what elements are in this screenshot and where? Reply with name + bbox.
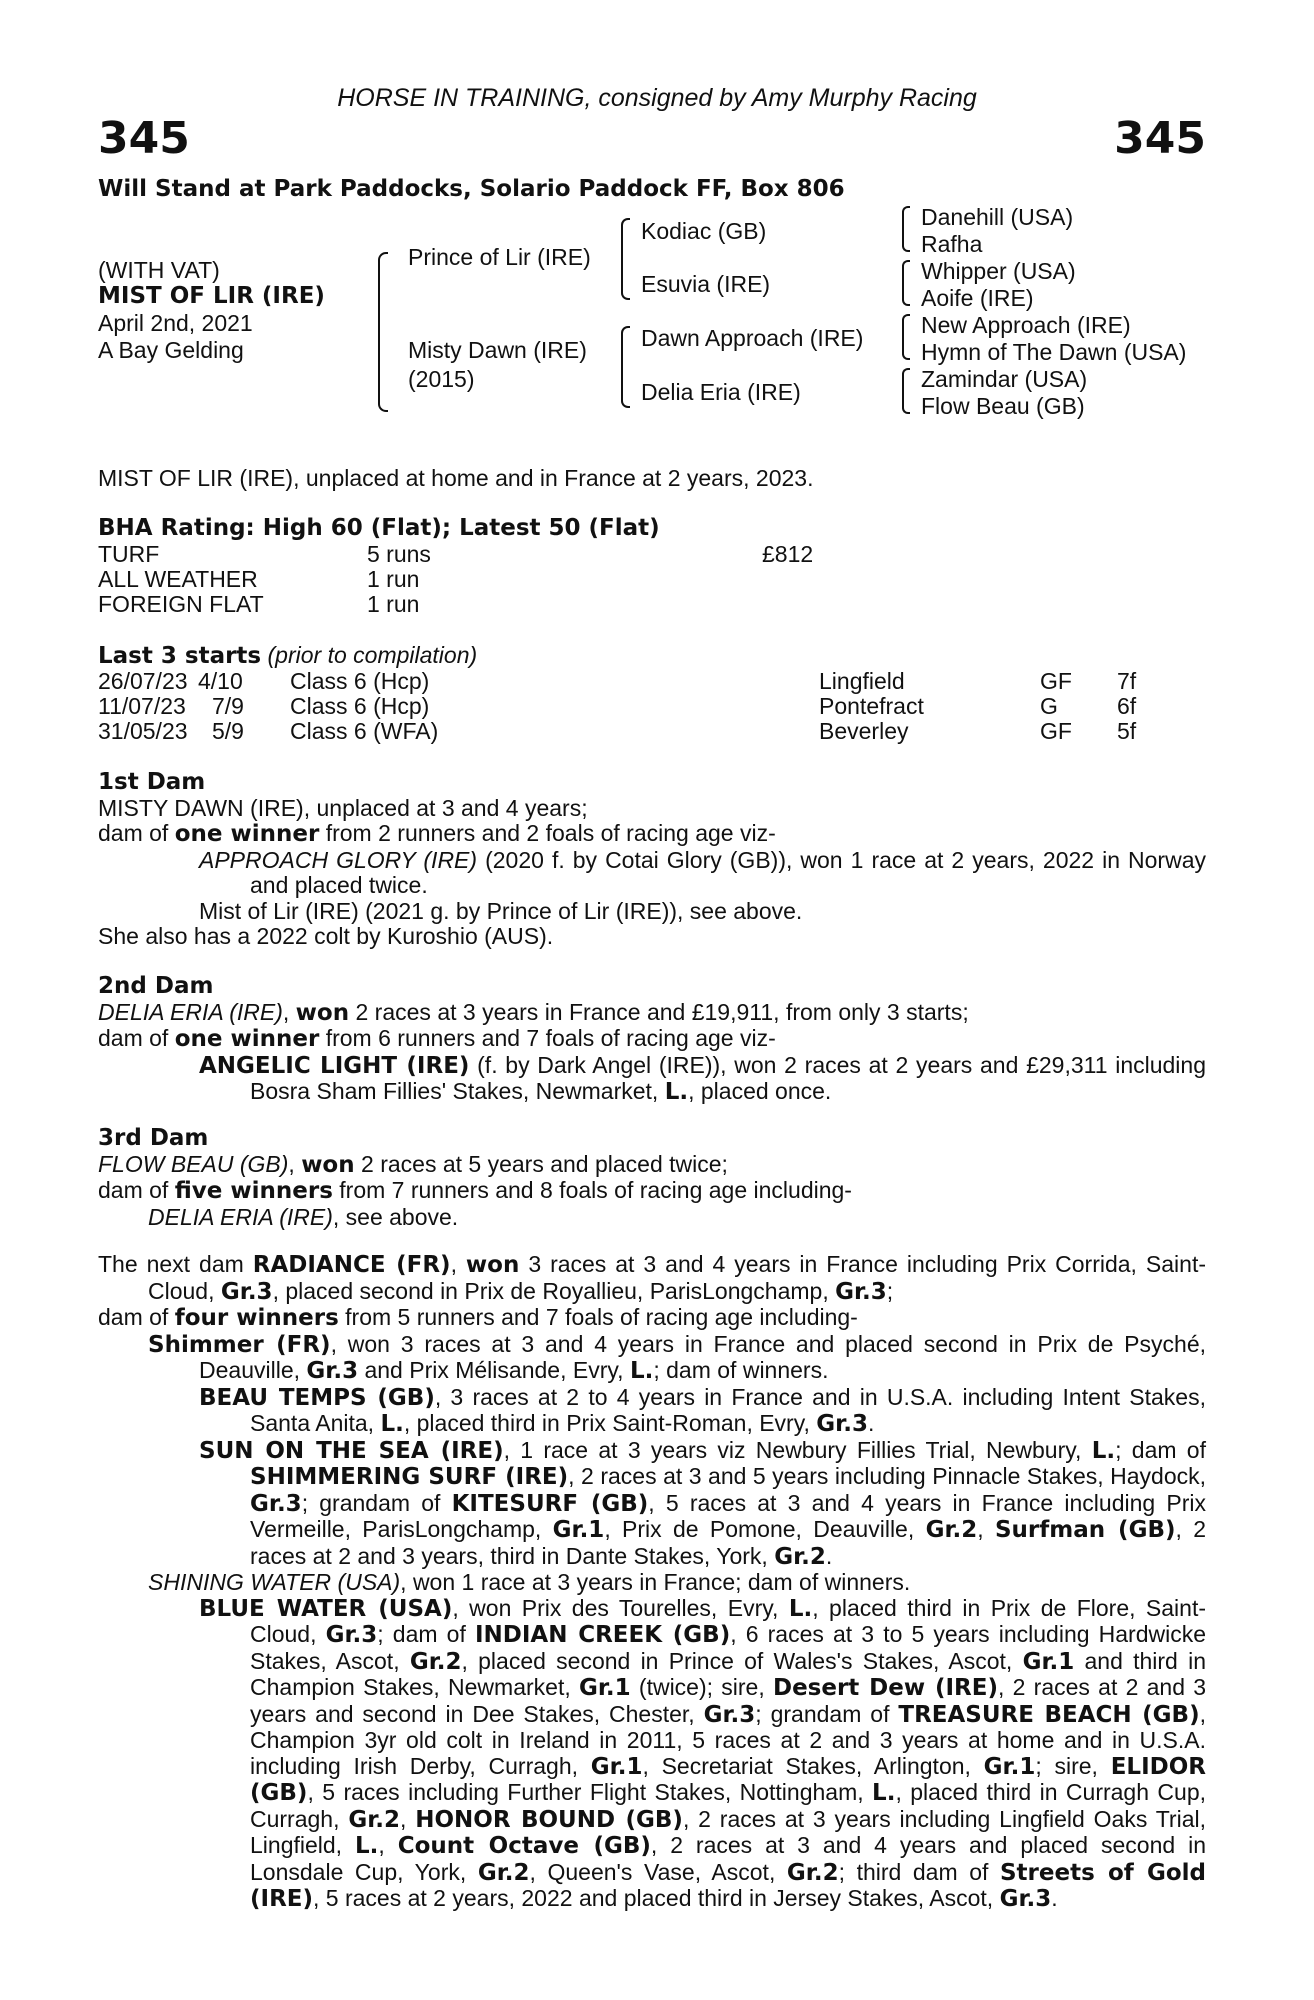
dam-year: (2015)	[408, 366, 475, 392]
text: , 5 races at 2 years, 2022 and placed third in Jersey Stakes, Ascot,	[313, 1885, 1000, 1911]
start-position: 5/9	[212, 718, 244, 744]
horse-ref: APPROACH GLORY (IRE)	[199, 846, 478, 873]
bold-ref: four winners	[174, 1305, 339, 1331]
bold-ref: L.	[788, 1595, 813, 1622]
dam-line	[98, 1152, 1206, 1179]
text: .	[1051, 1885, 1058, 1911]
bold-ref: Surfman (GB)	[994, 1517, 1176, 1543]
bold-ref: Gr.3	[306, 1358, 359, 1384]
section-heading: 3rd Dam	[98, 1125, 209, 1151]
dam-line	[98, 1000, 1206, 1027]
bold-ref: HONOR BOUND (GB)	[415, 1806, 683, 1833]
winners-count: one winner	[174, 1026, 320, 1052]
dam-note: She also has a 2022 colt by Kuroshio (AUS).	[98, 923, 554, 949]
rating-label: FOREIGN FLAT	[98, 591, 264, 617]
dam-dam: Delia Eria (IRE)	[641, 379, 801, 405]
text: ,	[282, 998, 296, 1025]
bold-ref: Gr.2	[786, 1859, 839, 1886]
text: 2 races at 3 years in France and £19,911, from only 3 starts;	[349, 998, 969, 1025]
start-going: GF	[1040, 668, 1072, 694]
bold-ref: L.	[380, 1411, 404, 1437]
bold-ref: won	[465, 1252, 520, 1278]
bold-ref: Gr.2	[925, 1517, 978, 1543]
next-dam-p5	[98, 1438, 1206, 1571]
pedigree-brace-g3	[902, 314, 910, 360]
dam-line: MISTY DAWN (IRE), unplaced at 3 and 4 years;	[98, 794, 588, 821]
bold-ref: Gr.2	[774, 1543, 826, 1570]
text: (f. by Dark Angel (IRE)), won 2 races at 2 years and £29,311 including Bosra Sham Fillies' Stakes, Newmarket,	[250, 1051, 1207, 1104]
start-distance: 5f	[1117, 718, 1137, 744]
text: ; grandam of	[755, 1700, 899, 1727]
start-date: 11/07/23	[98, 693, 186, 719]
dam-produce-line	[98, 1178, 1206, 1205]
dam-produce-line	[98, 1026, 1206, 1053]
start-distance: 6f	[1117, 693, 1137, 719]
bold-ref: Streets of Gold (IRE)	[250, 1859, 1206, 1912]
produce-entry	[98, 1053, 1206, 1106]
text: dam of	[98, 1304, 175, 1330]
text: , placed third in Prix de Flore, Saint-Cloud,	[250, 1594, 1207, 1647]
bold-ref: Gr.1	[552, 1517, 605, 1543]
gen3-6: Hymn of The Dawn (USA)	[921, 339, 1187, 365]
text: from 5 runners and 7 foals of racing age including-	[338, 1304, 858, 1330]
winners-count: one winner	[174, 821, 320, 847]
bold-ref: L.	[1091, 1437, 1116, 1464]
won-label: won	[295, 999, 350, 1026]
winners-count: five winners	[174, 1178, 333, 1204]
bold-ref: L.	[354, 1833, 379, 1859]
bold-ref: L.	[629, 1358, 654, 1384]
text: , won 1 race at 3 years in France; dam of winners.	[400, 1569, 911, 1595]
text: , Queen's Vase, Ascot,	[529, 1858, 787, 1885]
start-position: 7/9	[212, 693, 244, 719]
text: , 2 races at 2 and 3 years and second in Dee Stakes, Chester,	[250, 1674, 1207, 1727]
section-heading: 2nd Dam	[98, 973, 214, 999]
bold-ref: Desert Dew (IRE)	[772, 1675, 998, 1701]
bold-ref: Gr.3	[325, 1622, 378, 1648]
text: , won Prix des Tourelles, Evry,	[452, 1594, 789, 1621]
text: from 6 runners and 7 foals of racing age viz-	[319, 1025, 776, 1051]
bold-ref: Gr.3	[835, 1278, 887, 1305]
dam-produce-line	[98, 821, 1206, 848]
start-going: G	[1040, 693, 1058, 719]
bold-ref: INDIAN CREEK (GB)	[474, 1622, 731, 1648]
sire-sire: Kodiac (GB)	[641, 218, 767, 244]
text: , 2 races at 3 and 5 years including Pinnacle Stakes, Haydock,	[568, 1463, 1206, 1489]
start-class: Class 6 (WFA)	[290, 718, 439, 744]
horse-ref: FLOW BEAU (GB)	[98, 1150, 289, 1177]
text: ,	[288, 1150, 302, 1177]
pedigree-brace-sire	[621, 218, 630, 300]
gen3-3: Whipper (USA)	[921, 258, 1076, 284]
bold-ref: L.	[872, 1780, 896, 1806]
start-course: Lingfield	[819, 668, 905, 694]
text: , placed second in Prix de Royallieu, ParisLongchamp,	[272, 1277, 836, 1304]
text: ; sire,	[1035, 1752, 1111, 1779]
start-date: 31/05/23	[98, 718, 188, 744]
text: , won 3 races at 3 and 4 years in France and placed second in Prix de Psyché, Deauville,	[199, 1330, 1207, 1383]
bold-ref: Gr.1	[590, 1753, 643, 1780]
text: , 3 races at 2 to 4 years in France and in U.S.A. including Intent Stakes, Santa Anita,	[250, 1383, 1206, 1436]
bold-ref: Gr.3	[703, 1701, 756, 1728]
foaling-date: April 2nd, 2021	[98, 310, 253, 336]
text: , Secretariat Stakes, Arlington,	[642, 1752, 984, 1779]
sire: Prince of Lir (IRE)	[408, 244, 591, 270]
produce-entry: Mist of Lir (IRE) (2021 g. by Prince of Lir (IRE)), see above.	[199, 897, 803, 924]
horse-name: MIST OF LIR (IRE)	[98, 283, 325, 309]
next-dam-p2	[98, 1305, 1206, 1332]
next-dam-p3	[98, 1332, 1206, 1385]
gen3-8: Flow Beau (GB)	[921, 393, 1085, 419]
bold-ref: RADIANCE (FR)	[252, 1252, 451, 1278]
gen3-4: Aoife (IRE)	[921, 285, 1034, 311]
third-dam-section	[98, 1126, 1206, 1230]
start-going: GF	[1040, 718, 1072, 744]
text: , placed second in Prince of Wales's Stakes, Ascot,	[461, 1647, 1023, 1674]
start-position: 4/10	[198, 668, 243, 694]
text: , 5 races including Further Flight Stakes, Nottingham,	[307, 1779, 873, 1805]
start-course: Beverley	[819, 718, 909, 744]
horse-ref: DELIA ERIA (IRE)	[98, 998, 283, 1025]
won-label: won	[301, 1151, 355, 1178]
pedigree-brace-g2	[902, 260, 910, 306]
horse-ref: DELIA ERIA (IRE)	[148, 1203, 333, 1230]
text: ; dam of	[1115, 1436, 1206, 1463]
bold-ref: Gr.1	[1022, 1648, 1075, 1675]
start-course: Pontefract	[819, 693, 924, 719]
text: dam of	[98, 820, 175, 846]
text: ,	[400, 1805, 416, 1832]
text: ; grandam of	[301, 1489, 452, 1516]
bold-ref: Gr.3	[999, 1886, 1052, 1912]
bold-ref: Gr.3	[220, 1278, 273, 1305]
pedigree-brace-g1	[902, 206, 910, 252]
lot-number-left: 345	[98, 113, 190, 164]
bold-ref: Gr.3	[816, 1411, 868, 1437]
bold-ref: KITESURF (GB)	[451, 1490, 649, 1517]
bold-ref: Gr.2	[348, 1806, 400, 1833]
starts-note: (prior to compilation)	[267, 642, 478, 668]
text: (twice); sire,	[630, 1674, 773, 1700]
next-dam-p1	[98, 1252, 1206, 1305]
vat-note: (WITH VAT)	[98, 257, 220, 283]
sire-dam: Esuvia (IRE)	[641, 271, 771, 297]
dam: Misty Dawn (IRE)	[408, 337, 587, 363]
gen3-1: Danehill (USA)	[921, 204, 1074, 230]
starts-title: Last 3 starts	[98, 643, 262, 669]
bold-ref: SHIMMERING SURF (IRE)	[250, 1464, 569, 1490]
bold-ref: Count Octave (GB)	[397, 1833, 651, 1859]
text: ,	[450, 1251, 466, 1277]
section-heading: 1st Dam	[98, 769, 206, 795]
produce-entry	[98, 1205, 1206, 1231]
consignor-header: HORSE IN TRAINING, consigned by Amy Murphy Racing	[337, 84, 977, 112]
text: from 2 runners and 2 foals of racing age viz-	[319, 820, 776, 846]
text: , 5 races at 3 and 4 years in France including Prix Vermeille, ParisLongchamp,	[250, 1489, 1206, 1542]
starts-heading	[98, 643, 477, 670]
gen3-7: Zamindar (USA)	[921, 366, 1088, 392]
text: The next dam	[98, 1251, 253, 1277]
bold-ref: Gr.1	[578, 1675, 631, 1701]
rating-label: TURF	[98, 541, 160, 567]
text: and third in Champion Stakes, Newmarket,	[250, 1647, 1206, 1700]
text: ,	[977, 1516, 995, 1542]
start-distance: 7f	[1117, 668, 1137, 694]
next-dam-p7	[98, 1596, 1206, 1913]
text: (2020 f. by Cotai Glory (GB)), won 1 race at 2 years, 2022 in Norway and placed twice.	[250, 846, 1206, 898]
bold-ref: Gr.3	[250, 1490, 302, 1517]
text: , 2 races at 3 years including Lingfield Oaks Trial, Lingfield,	[250, 1805, 1206, 1858]
pedigree-brace-main	[378, 252, 388, 412]
bold-ref: Gr.2	[409, 1648, 462, 1675]
next-dam-p6	[98, 1570, 1206, 1596]
gen3-2: Rafha	[921, 231, 983, 257]
produce-entry	[98, 848, 1206, 899]
start-class: Class 6 (Hcp)	[290, 668, 430, 694]
rating-money: £812	[762, 541, 814, 567]
text: ; dam of	[377, 1621, 475, 1647]
first-dam-section	[98, 770, 1206, 950]
next-dam-section	[98, 1252, 1206, 1913]
pedigree-brace-dam	[621, 326, 630, 408]
lot-number-right: 345	[1114, 113, 1206, 164]
text: 2 races at 5 years and placed twice;	[354, 1150, 728, 1177]
grade: L.	[664, 1079, 689, 1105]
text: , placed once.	[688, 1078, 832, 1104]
stand-location: Will Stand at Park Paddocks, Solario Paddock FF, Box 806	[98, 176, 845, 202]
race-summary: MIST OF LIR (IRE), unplaced at home and in France at 2 years, 2023.	[98, 465, 814, 491]
next-dam-p4	[98, 1385, 1206, 1438]
bold-ref: TREASURE BEACH (GB)	[898, 1701, 1200, 1728]
text: .	[825, 1542, 833, 1569]
text: , placed third in Curragh Cup, Curragh,	[250, 1779, 1207, 1832]
bha-rating: BHA Rating: High 60 (Flat); Latest 50 (Flat)	[98, 515, 660, 541]
rating-label: ALL WEATHER	[98, 566, 258, 592]
text: dam of	[98, 1025, 175, 1051]
text: 3 races at 3 and 4 years in France including Prix Corrida, Saint-Cloud,	[148, 1251, 1206, 1304]
text: ;	[886, 1277, 894, 1304]
text: ; third dam of	[838, 1858, 1000, 1885]
bold-ref: ELIDOR (GB)	[250, 1753, 1206, 1806]
second-dam-section	[98, 974, 1206, 1106]
rating-runs: 1 run	[367, 591, 420, 617]
pedigree-brace-g4	[902, 368, 910, 414]
dam-sire: Dawn Approach (IRE)	[641, 325, 864, 351]
bold-ref: BLUE WATER (USA)	[199, 1595, 453, 1622]
text: , see above.	[332, 1203, 459, 1230]
text: , 2 races at 2 and 3 years, third in Dante Stakes, York,	[250, 1516, 1207, 1569]
text: , placed third in Prix Saint-Roman, Evry,	[403, 1410, 817, 1436]
text: from 7 runners and 8 foals of racing age including-	[332, 1177, 852, 1203]
gen3-5: New Approach (IRE)	[921, 312, 1131, 338]
text: , 2 races at 3 and 4 years and placed second in Lonsdale Cup, York,	[250, 1832, 1206, 1885]
bold-ref: SUN ON THE SEA (IRE)	[199, 1437, 504, 1464]
text: , Prix de Pomone, Deauville,	[604, 1516, 926, 1542]
horse-ref: SHINING WATER (USA)	[148, 1569, 401, 1595]
text: and Prix Mélisande, Evry,	[358, 1357, 630, 1383]
bold-ref: Gr.2	[477, 1859, 530, 1886]
bold-ref: Gr.1	[983, 1753, 1036, 1780]
text: , Champion 3yr old colt in Ireland in 2011, 5 races at 2 and 3 years at home and in U.S.A. including Irish Derby, Curragh,	[250, 1700, 1206, 1779]
text: dam of	[98, 1177, 175, 1203]
bold-ref: BEAU TEMPS (GB)	[199, 1384, 435, 1411]
horse-description: A Bay Gelding	[98, 337, 244, 363]
text: , 6 races at 3 to 5 years including Hardwicke Stakes, Ascot,	[250, 1621, 1207, 1674]
horse-ref: ANGELIC LIGHT (IRE)	[199, 1052, 470, 1079]
bold-ref: Shimmer (FR)	[148, 1331, 331, 1358]
start-date: 26/07/23	[98, 668, 188, 694]
start-class: Class 6 (Hcp)	[290, 693, 430, 719]
rating-runs: 1 run	[367, 566, 420, 592]
rating-runs: 5 runs	[367, 541, 431, 567]
text: ; dam of winners.	[653, 1357, 829, 1383]
text: .	[867, 1410, 875, 1436]
text: ,	[378, 1832, 398, 1858]
text: , 1 race at 3 years viz Newbury Fillies Trial, Newbury,	[503, 1436, 1092, 1463]
